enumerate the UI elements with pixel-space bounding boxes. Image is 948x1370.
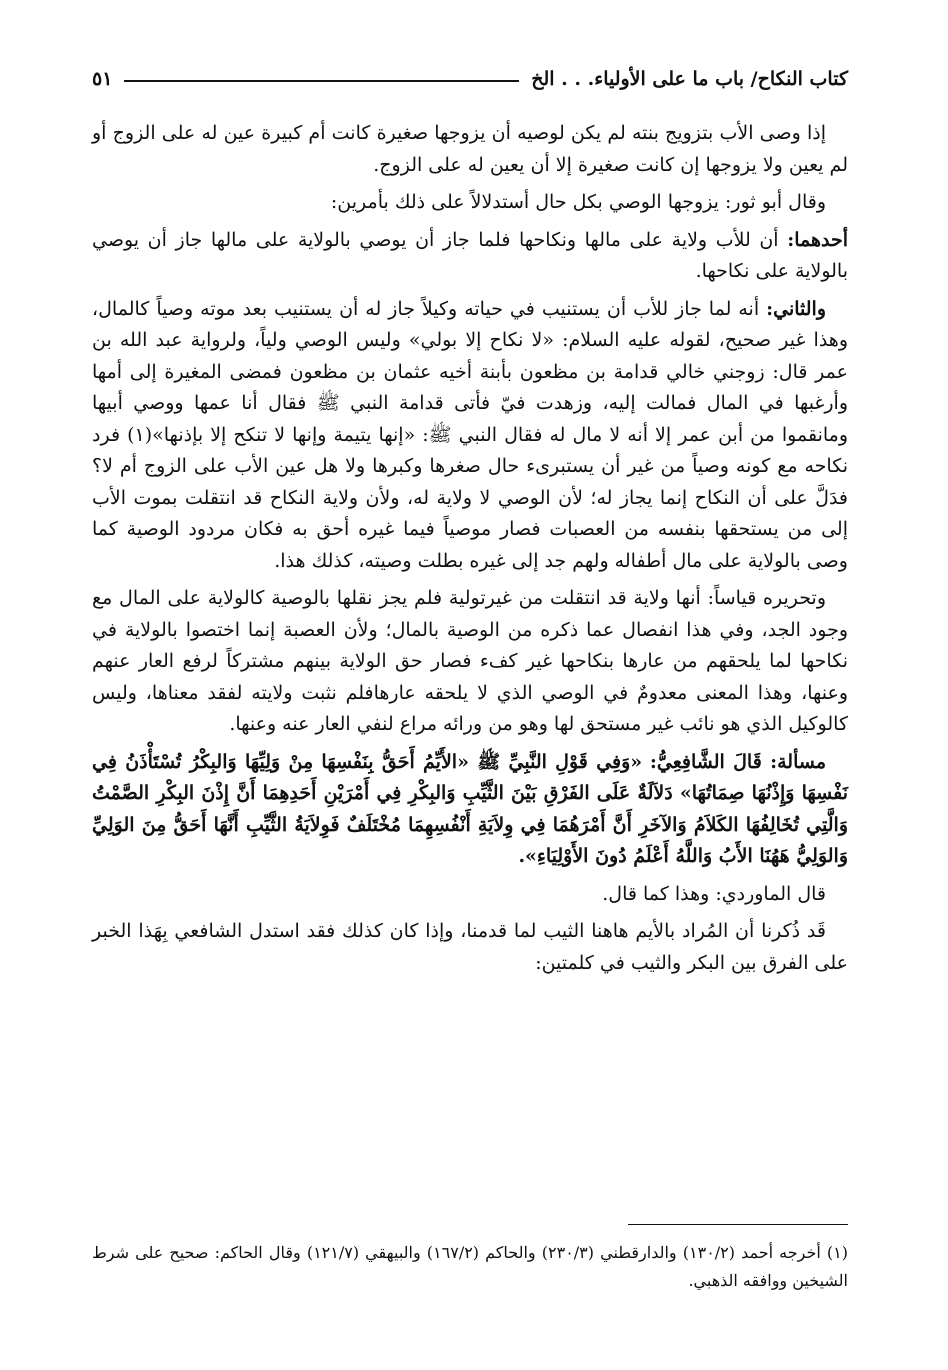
page-number: ٥١ (92, 68, 113, 90)
chapter-title: كتاب النكاح/ باب ما على الأولياء. . . الخ (531, 68, 848, 90)
footnote: (١) أخرجه أحمد (١٣٠/٢) والدارقطني (٢٣٠/٣) والحاكم (١٦٧/٢) والبيهقي (١٢١/٧) وقال الحاكم: صحيح على شرط الشيخين ووافقه الذهبي. (92, 1243, 849, 1290)
paragraph-2: وقال أبو ثور: يزوجها الوصي بكل حال أستدلالاً على ذلك بأمرين: (330, 191, 826, 213)
lead-second: والثاني: (766, 297, 826, 320)
header-rule (124, 80, 519, 82)
paragraph-6 (92, 747, 848, 873)
paragraph-3-text: أن للأب ولاية على مالها ونكاحها فلما جاز أن يوصي بالولاية على مالها جاز أن يوصي بالولاية على نكاحها. (92, 228, 848, 282)
paragraph-3 (92, 225, 848, 288)
paragraph-1: إذا وصى الأب بتزويج بنته لم يكن لوصيه أن يزوجها صغيرة كانت أم كبيرة عين له على الزوج أو لم يعين ولا يزوجها إن كانت صغيرة إلا أن يعين له على الزوج. (92, 122, 848, 176)
book-page (92, 62, 848, 1330)
paragraph-8: قَد ذُكرنا أن المُراد بالأيم هاهنا الثيب لما قدمنا، وإذا كان كذلك فقد استدل الشافعي بِهَذا الخبر على الفرق بين البكر والثيب في كلمتين: (92, 920, 848, 974)
footnote-separator (628, 1224, 848, 1225)
main-text (92, 118, 848, 979)
paragraph-4 (92, 294, 848, 578)
paragraph-5: وتحريره قياساً: أنها ولاية قد انتقلت من غيرتولية فلم يجز نقلها بالوصية كالولاية على المال مع وجود الجد، وفي هذا انفصال عما ذكره من الوصية بالمال؛ ولأن العصبة إنما اختصوا بالولاية في نكاحها لما يلحقهم من عارها بنكاحها غير كفء فصار حق الولاية بينهم مشتركاً لرفع العار عنهم وعنها، وهذا المعنى معدومٌ في الوصي الذي لا يلحقه عارهافلم نثبت ولايته لفقد معناها، وليس كالوكيل الذي هو نائب غير مستحق لها وهو من ورائه مراع لنفي العار عنه وعنها. (92, 587, 848, 735)
paragraph-7: قال الماوردي: وهذا كما قال. (602, 882, 826, 905)
lead-first: أحدهما: (787, 228, 848, 251)
running-header (92, 62, 848, 96)
paragraph-6-text: «وَفِي قَوْلِ النَّبِيِّ ﷺ «الأَيِّمُ أَحَقُّ بِنَفْسِهَا مِنْ وَلِيِّهَا وَالبِكْرُ تُسْتَأْذَنُ فِي نَفْسِهَا وَإِذْنُهَا صِمَاتُهَا» دَلاَلَةٌ عَلَى الفَرْقِ بَيْنَ الثَّيِّبِ وَالبِكْرِ فِي أَمْرَيْنِ أَحَدِهِمَا أَنَّ إِذْنَ البِكْرِ الصَّمْتُ وَالَّتِي تُخَالِفُهَا الكَلاَمُ وَالآخَرِ أَنَّ أَمْرَهُمَا فِي وِلاَيَةِ أَنْفُسِهِمَا مُخْتَلَفٌ فَوِلاَيَةُ الثَّيِّبِ أَنَّهَا أَحَقُّ مِنَ الوَلِيِّ وَالوَلِيُّ هَهُنَا الأَبُ وَاللَّهُ أَعْلَمُ دُونَ الأَوْلِيَاءِ». (92, 750, 848, 867)
masala-heading: مسألة: قَالَ الشَّافِعِيُّ: (649, 750, 826, 773)
paragraph-4-text: أنه لما جاز للأب أن يستنيب في حياته وكيلاً جاز له أن يستنيب بعد موته وصياً كالمال، وهذا غير صحيح، لقوله عليه السلام: «لا نكاح إلا بولي» وليس الوصي ولياً، ولرواية عبد الله بن عمر قال: زوجني خالي قدامة بن مظعون بأبنة أخيه عثمان بن مظعون فمضى المغيرة إلى أمها وأرغبها في المال فمالت إليه، وزهدت فيّ فأتى قدامة النبي ﷺ فقال أنا عمها ووصي أبيها ومانقموا من أبن عمر إلا أنه لا مال له فقال النبي ﷺ: «إنها يتيمة وإنها لا تنكح إلا بإذنها»(١) فرد نكاحه مع كونه وصياً من غير أن يستبرىء حال صغرها وكبرها ولا هل عين الأب على الزوج أم لا؟ فدَلَّ على أن النكاح إنما يجاز له؛ لأن الوصي لا ولاية له، ولأن ولاية النكاح قد انتقلت بموت الأب إلى من يستحقها بنفسه من العصبات فصار موصياً فيما غيره أحق به فكان مردود الوصية كما وصى بالولاية على مال أطفاله ولهم جد إلى غيره بطلت وصيته، كذلك هذا. (92, 297, 848, 572)
